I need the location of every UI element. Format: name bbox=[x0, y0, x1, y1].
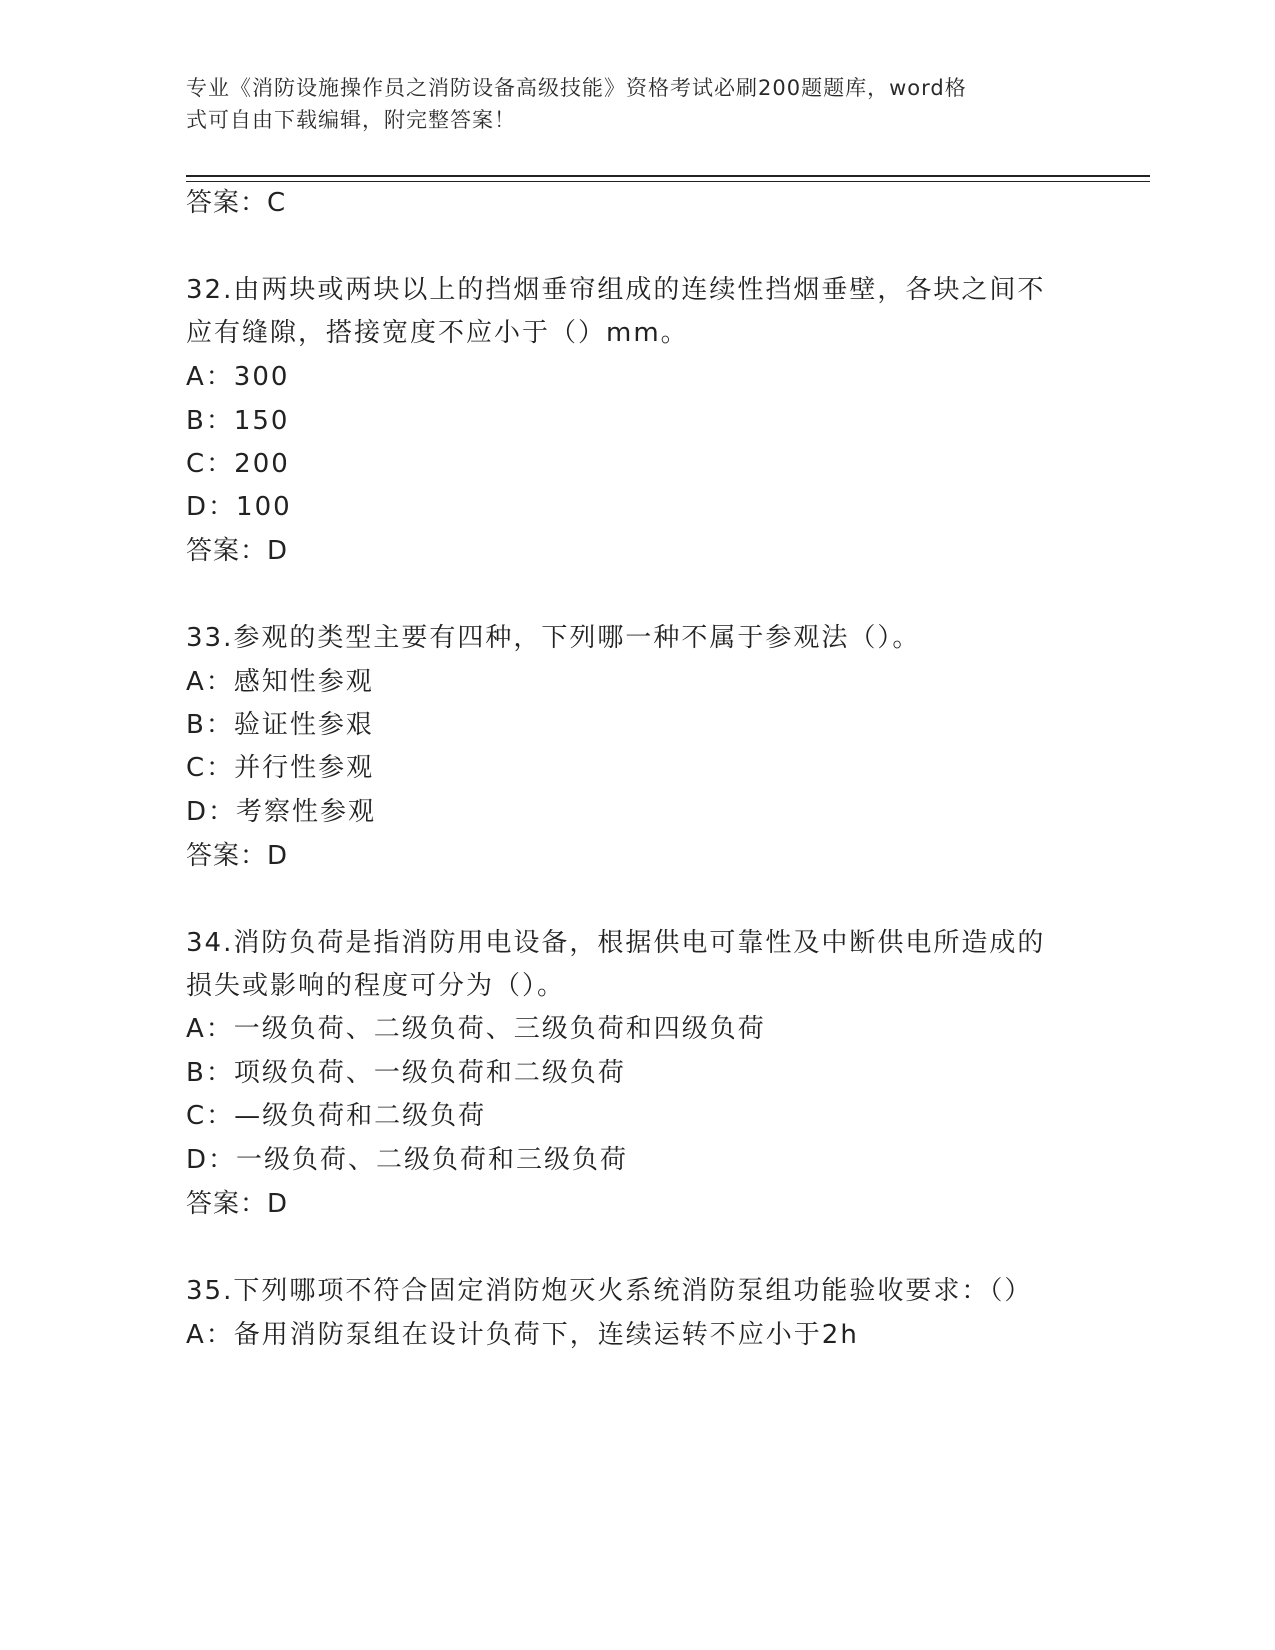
question-answer: 答案：D bbox=[186, 536, 289, 566]
question-stem-line: 32.由两块或两块以上的挡烟垂帘组成的连续性挡烟垂壁，各块之间不 bbox=[186, 275, 1046, 305]
question-stem-line: 应有缝隙，搭接宽度不应小于（）mm。 bbox=[186, 318, 689, 348]
option-c: C：—级负荷和二级负荷 bbox=[186, 1101, 487, 1131]
page-header bbox=[186, 72, 1066, 136]
option-b: B：验证性参艰 bbox=[186, 710, 374, 740]
option-a: A：感知性参观 bbox=[186, 667, 374, 697]
question-stem-line: 33.参观的类型主要有四种，下列哪一种不属于参观法（）。 bbox=[186, 623, 921, 653]
option-a: A：300 bbox=[186, 362, 290, 392]
header-rule-thick bbox=[186, 175, 1150, 177]
header-line-1: 专业《消防设施操作员之消防设备高级技能》资格考试必刷200题题库，word格 bbox=[186, 76, 967, 100]
option-a: A：备用消防泵组在设计负荷下，连续运转不应小于2h bbox=[186, 1320, 859, 1350]
previous-answer: 答案：C bbox=[186, 188, 287, 218]
question-answer: 答案：D bbox=[186, 841, 289, 871]
header-line-2: 式可自由下载编辑，附完整答案！ bbox=[186, 108, 516, 132]
question-answer: 答案：D bbox=[186, 1189, 289, 1219]
question-stem-line: 损失或影响的程度可分为（）。 bbox=[186, 971, 566, 1001]
question-stem-line: 34.消防负荷是指消防用电设备，根据供电可靠性及中断供电所造成的 bbox=[186, 928, 1046, 958]
option-c: C：并行性参观 bbox=[186, 753, 375, 783]
option-b: B：项级负荷、一级负荷和二级负荷 bbox=[186, 1058, 626, 1088]
header-rule-thin bbox=[186, 181, 1150, 182]
question-stem-line: 35.下列哪项不符合固定消防炮灭火系统消防泵组功能验收要求：（） bbox=[186, 1276, 1033, 1306]
option-d: D：考察性参观 bbox=[186, 797, 377, 827]
option-c: C：200 bbox=[186, 449, 290, 479]
option-d: D：100 bbox=[186, 492, 292, 522]
option-d: D：一级负荷、二级负荷和三级负荷 bbox=[186, 1145, 629, 1175]
option-b: B：150 bbox=[186, 406, 290, 436]
option-a: A：一级负荷、二级负荷、三级负荷和四级负荷 bbox=[186, 1014, 766, 1044]
